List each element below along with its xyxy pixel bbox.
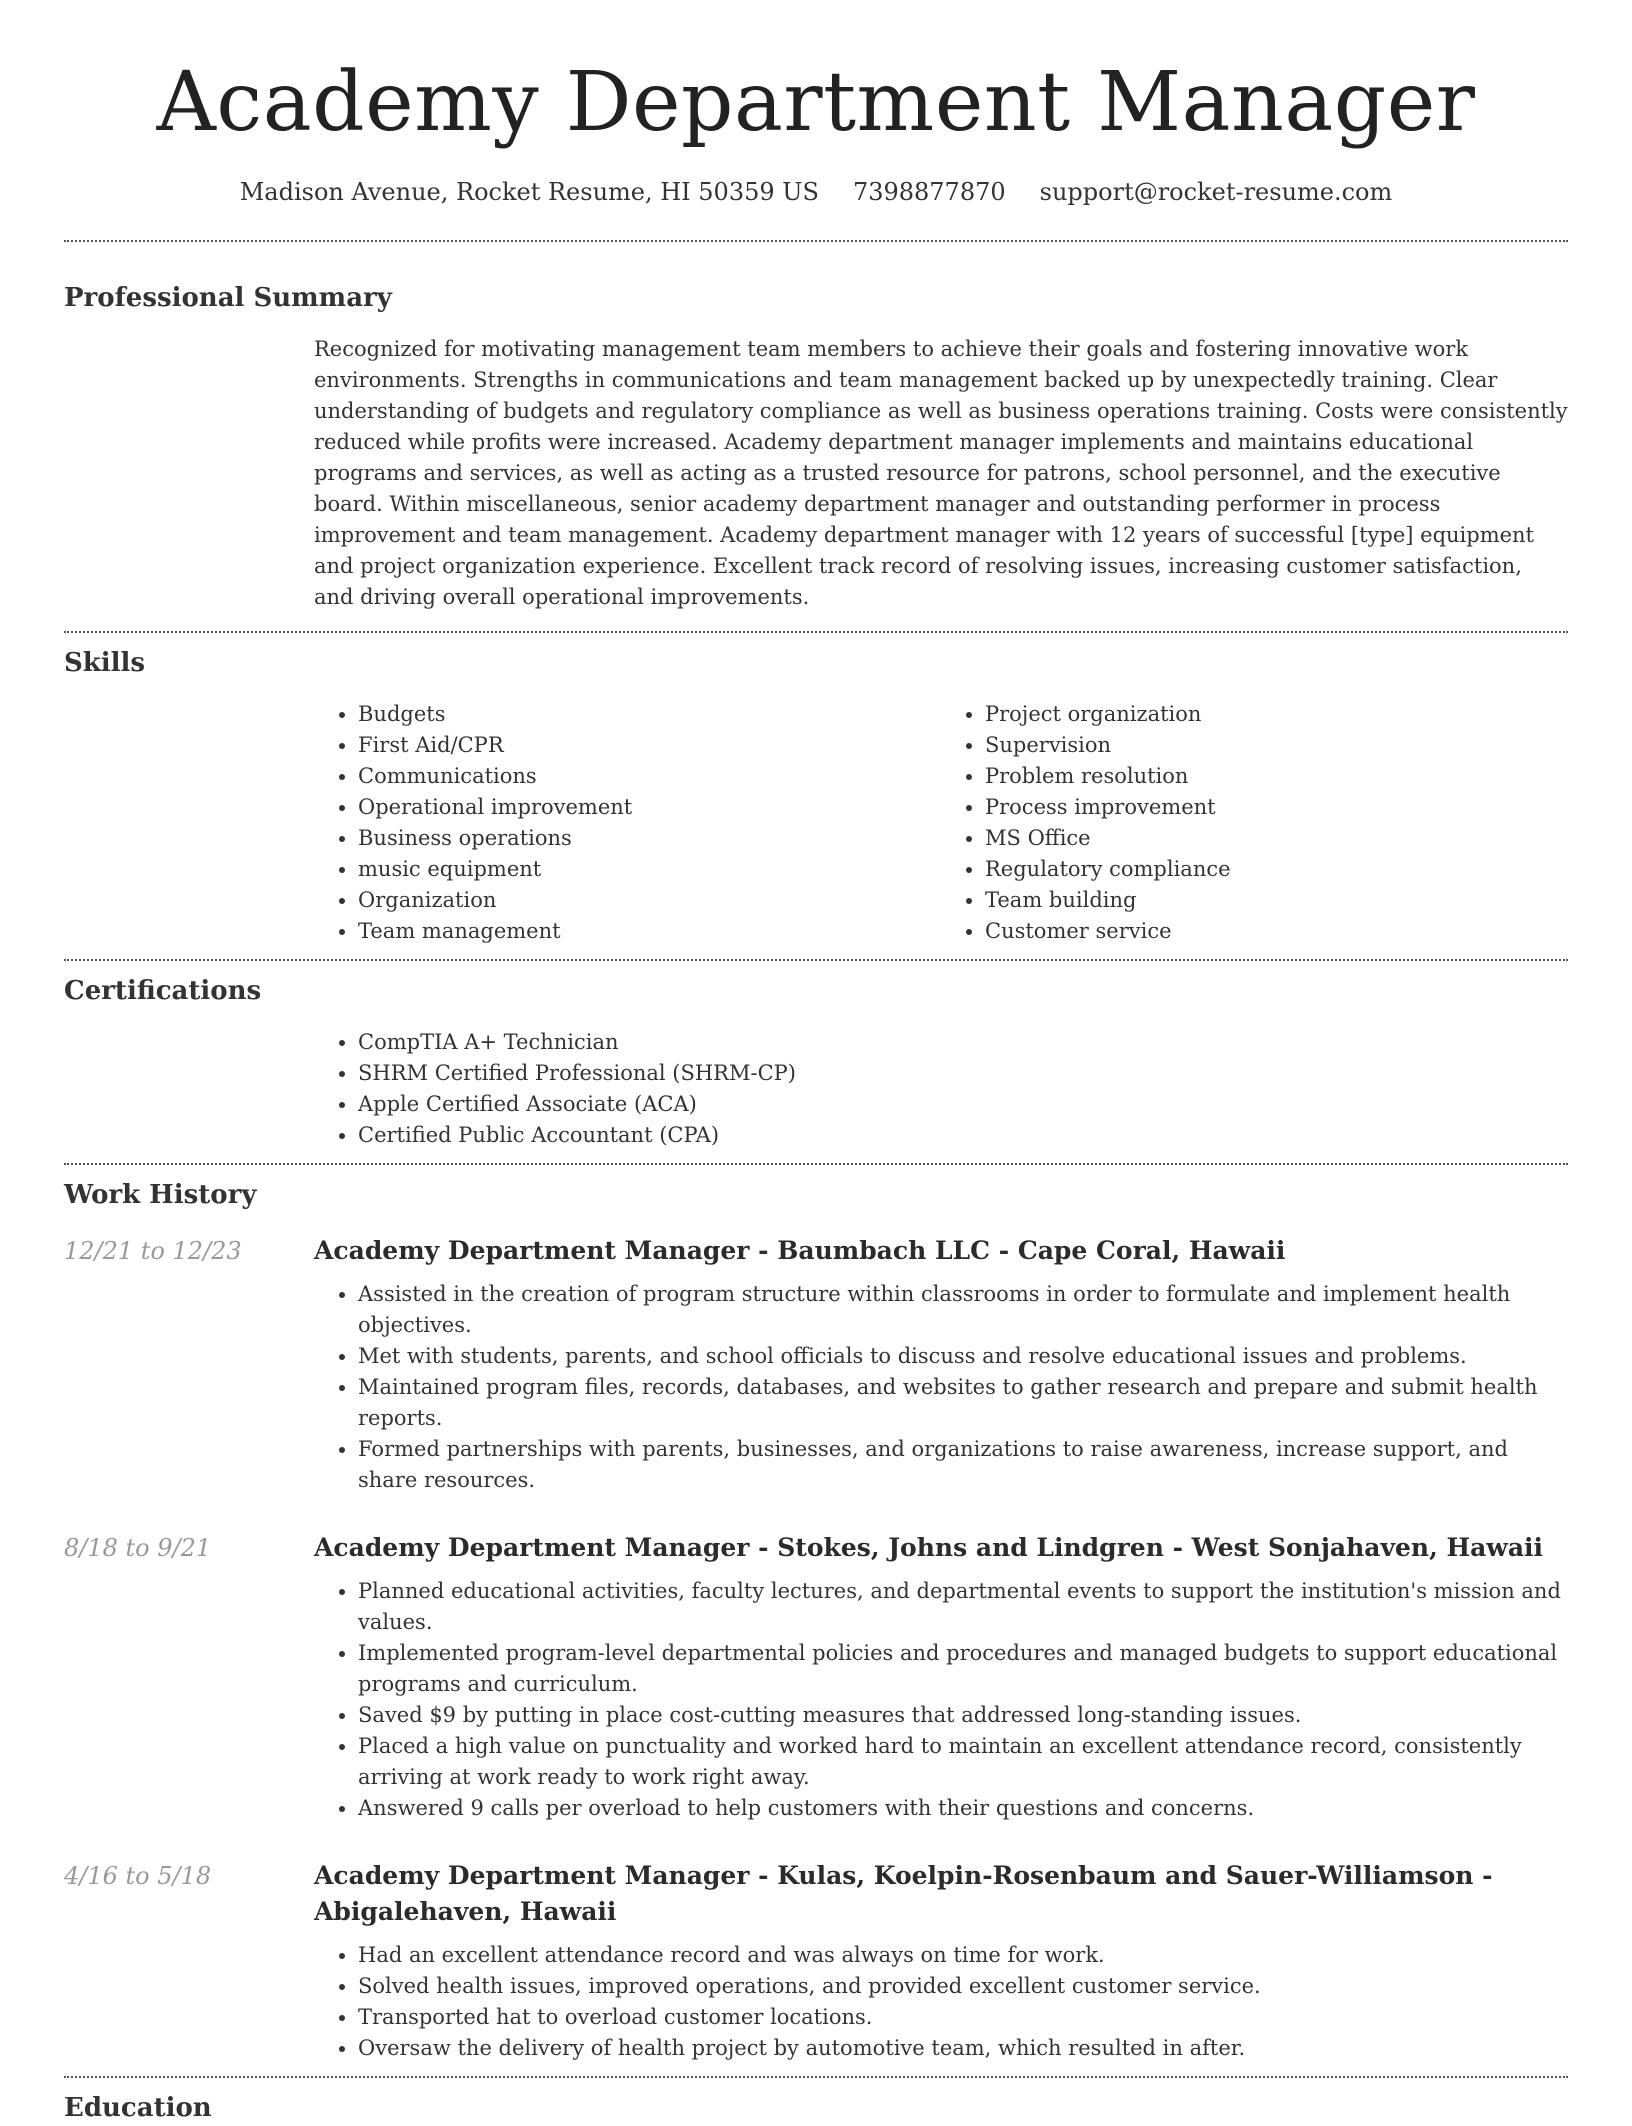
certifications-heading: Certifications (64, 976, 262, 1006)
certifications-body (314, 1027, 1568, 1163)
job-entry (64, 1233, 1568, 1496)
job-bullet: • Answered 9 calls per overload to help customers with their questions and concerns. (358, 1793, 1568, 1824)
job-dates: 8/18 to 9/21 (64, 1534, 212, 1562)
skill-item: • Budgets (358, 699, 941, 730)
skill-item: • Customer service (985, 916, 1568, 947)
job-bullet: • Transported hat to overload customer locations. (358, 2002, 1568, 2033)
job-bullet: • Formed partnerships with parents, businesses, and organizations to raise awareness, increase support, and share resources. (358, 1434, 1568, 1496)
skills-list (314, 699, 1568, 959)
summary-text: Recognized for motivating management team members to achieve their goals and fostering innovative work environments. Strengths in communications and team management backed up by unexpectedly training. Clear understanding of budgets and regulatory compliance as well as business operations training. Costs were consistently reduced while profits were increased. Academy department manager implements and maintains educational programs and services, as well as acting as a trusted resource for patrons, school personnel, and the executive board. Within miscellaneous, senior academy department manager and outstanding performer in process improvement and team management. Academy department manager with 12 years of successful [type] equipment and project organization experience. Excellent track record of resolving issues, increasing customer satisfaction, and driving overall operational improvements. (314, 337, 1568, 609)
skill-item: • Supervision (985, 730, 1568, 761)
job-bullet: • Oversaw the delivery of health project by automotive team, which resulted in after. (358, 2033, 1568, 2064)
skill-item: • Team management (358, 916, 941, 947)
work-history-heading: Work History (64, 1180, 257, 1210)
job-bullet: • Had an excellent attendance record and was always on time for work. (358, 1940, 1568, 1971)
job-entry (64, 1858, 1568, 2076)
skill-item: • Problem resolution (985, 761, 1568, 792)
job-bullet: • Placed a high value on punctuality and worked hard to maintain an excellent attendance record, consistently arriving at work ready to work right away. (358, 1731, 1568, 1793)
job-bullet: • Solved health issues, improved operations, and provided excellent customer service. (358, 1971, 1568, 2002)
work-history-section (0, 1165, 1632, 2076)
skills-column-right (941, 699, 1568, 947)
certifications-list (314, 1027, 1568, 1151)
contact-line (0, 178, 1632, 206)
certification-item: • SHRM Certified Professional (SHRM-CP) (358, 1058, 1568, 1089)
education-section (0, 2078, 1632, 2126)
skill-item: • Operational improvement (358, 792, 941, 823)
job-bullet: • Maintained program files, records, databases, and websites to gather research and prepare and submit health reports. (358, 1372, 1568, 1434)
job-details (314, 1233, 1568, 1496)
job-bullet: • Assisted in the creation of program structure within classrooms in order to formulate and implement health objectives. (358, 1279, 1568, 1341)
job-bullet: • Implemented program-level departmental policies and procedures and managed budgets to support educational programs and curriculum. (358, 1638, 1568, 1700)
summary-section (0, 242, 1632, 631)
skill-item: • Process improvement (985, 792, 1568, 823)
skill-item: • music equipment (358, 854, 941, 885)
education-heading: Education (64, 2093, 212, 2123)
job-bullets (314, 1279, 1568, 1496)
summary-heading: Professional Summary (64, 283, 392, 313)
certification-item: • Certified Public Accountant (CPA) (358, 1120, 1568, 1151)
resume-header (0, 0, 1632, 206)
contact-phone: 7398877870 (852, 178, 1006, 206)
certification-item: • CompTIA A+ Technician (358, 1027, 1568, 1058)
contact-email: support@rocket-resume.com (1039, 178, 1393, 206)
candidate-name: Academy Department Manager (156, 55, 1476, 150)
job-entry (64, 1530, 1568, 1824)
skill-item: • First Aid/CPR (358, 730, 941, 761)
job-bullet: • Saved $9 by putting in place cost-cutting measures that addressed long-standing issues. (358, 1700, 1568, 1731)
job-title: Academy Department Manager - Stokes, Johns and Lindgren - West Sonjahaven, Hawaii (314, 1533, 1544, 1562)
skill-item: • Regulatory compliance (985, 854, 1568, 885)
job-title: Academy Department Manager - Baumbach LLC - Cape Coral, Hawaii (314, 1236, 1286, 1265)
job-bullet: • Met with students, parents, and school officials to discuss and resolve educational issues and problems. (358, 1341, 1568, 1372)
certification-item: • Apple Certified Associate (ACA) (358, 1089, 1568, 1120)
skills-section (0, 633, 1632, 959)
job-dates: 12/21 to 12/23 (64, 1237, 242, 1265)
skills-column-left (314, 699, 941, 947)
job-bullets (314, 1940, 1568, 2064)
skill-item: • Organization (358, 885, 941, 916)
job-dates: 4/16 to 5/18 (64, 1862, 212, 1890)
contact-address: Madison Avenue, Rocket Resume, HI 50359 US (239, 178, 819, 206)
skill-item: • MS Office (985, 823, 1568, 854)
skill-item: • Business operations (358, 823, 941, 854)
job-details (314, 1530, 1568, 1824)
job-details (314, 1858, 1568, 2064)
skill-item: • Communications (358, 761, 941, 792)
summary-body (314, 334, 1568, 631)
job-bullet: • Planned educational activities, faculty lectures, and departmental events to support the institution's mission and values. (358, 1576, 1568, 1638)
skill-item: • Project organization (985, 699, 1568, 730)
skill-item: • Team building (985, 885, 1568, 916)
skills-heading: Skills (64, 648, 146, 678)
job-bullets (314, 1576, 1568, 1824)
certifications-section (0, 961, 1632, 1163)
job-title: Academy Department Manager - Kulas, Koelpin-Rosenbaum and Sauer-Williamson - Abigalehaven, Hawaii (314, 1861, 1493, 1926)
